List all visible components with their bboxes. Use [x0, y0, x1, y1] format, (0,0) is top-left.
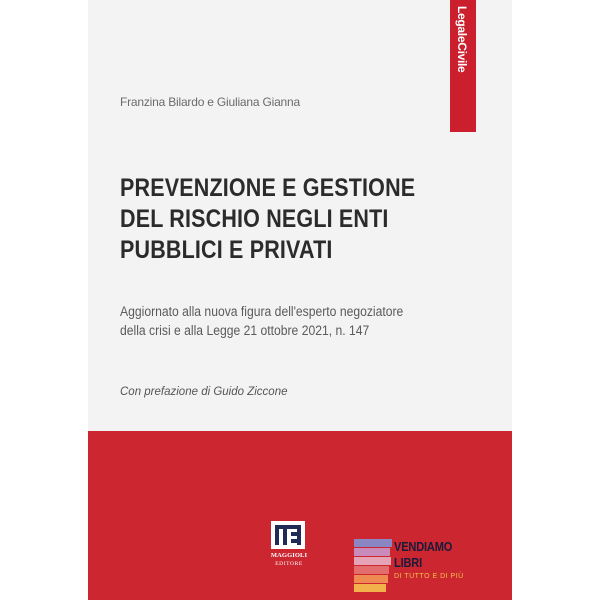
subtitle-line: Aggiornato alla nuova figura dell'esperto negoziatore: [120, 304, 404, 319]
book-title: [120, 173, 463, 266]
preface-note: Con prefazione di Guido Ziccone: [120, 386, 288, 398]
book-cover: [88, 0, 512, 600]
series-tab: [450, 0, 476, 132]
publisher-name: MAGGIOLI: [270, 552, 308, 559]
title-line: DEL RISCHIO NEGLI ENTI: [120, 205, 389, 233]
publisher-sub: EDITORE: [275, 561, 303, 567]
series-tab-label: LegaleCivile: [455, 6, 469, 73]
badge-line-1: VENDIAMO: [394, 539, 453, 554]
subtitle-line: della crisi e alla Legge 21 ottobre 2021, n. 147: [120, 323, 370, 338]
title-line: PUBBLICI E PRIVATI: [120, 236, 333, 264]
book-subtitle: [120, 302, 435, 340]
badge-line-3: DI TUTTO E DI PIÙ: [394, 573, 464, 580]
authors: Franzina Bilardo e Giuliana Gianna: [120, 95, 300, 109]
maggioli-mark-icon: [271, 521, 305, 549]
books-stack-icon: [354, 536, 394, 600]
title-line: PREVENZIONE E GESTIONE: [120, 174, 416, 202]
badge-line-2: LIBRI: [394, 555, 423, 570]
publisher-logo: [268, 521, 310, 571]
